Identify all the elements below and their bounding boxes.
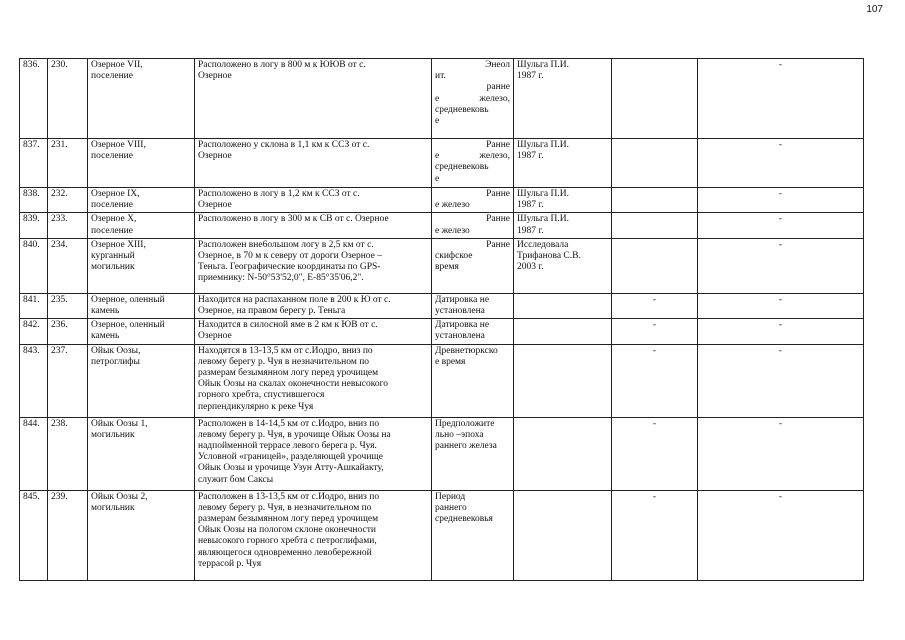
record-number: 838.	[23, 189, 40, 199]
dating-cell	[432, 139, 514, 188]
researcher-line: 1987 г.	[517, 225, 544, 236]
researcher-line: 1987 г.	[517, 71, 544, 82]
record-number-cell	[20, 213, 48, 238]
location-cell	[195, 490, 432, 580]
location-line: размерам безымянном логу перед урочищем	[198, 514, 379, 525]
location-line: Теньга. Географические координаты по GPS-	[198, 262, 381, 273]
remarks-value: -	[778, 214, 783, 225]
site-name-line: поселение	[91, 200, 133, 211]
location-line: Озерное	[198, 331, 232, 342]
site-name-line: Озерное X,	[91, 214, 137, 225]
researcher-cell	[514, 490, 612, 580]
site-name-line: поселение	[91, 151, 133, 162]
remarks-value: -	[778, 140, 783, 150]
researcher-cell	[514, 213, 612, 238]
local-number-cell	[48, 238, 88, 293]
dating-line: Ранне	[486, 189, 510, 199]
table-row	[20, 319, 864, 344]
location-cell	[195, 188, 432, 213]
location-cell	[195, 417, 432, 490]
location-line: перпендикулярно к реке Чуя	[198, 401, 314, 412]
remarks-cell	[698, 293, 864, 318]
site-name-cell	[88, 490, 195, 580]
record-number: 844.	[23, 418, 40, 429]
location-line: являющегося одновременно левобережной	[198, 547, 372, 558]
local-number: 236.	[51, 320, 68, 331]
record-number-cell	[20, 490, 48, 580]
record-number-cell	[20, 417, 48, 490]
site-name-line: поселение	[91, 71, 133, 82]
status-cell	[612, 293, 698, 318]
table-row	[20, 213, 864, 238]
site-name-cell	[88, 59, 195, 139]
site-name-cell	[88, 293, 195, 318]
dating-line: е железо	[435, 200, 470, 211]
researcher-line: Шульга П.И.	[517, 214, 569, 225]
location-cell	[195, 59, 432, 139]
remarks-value: -	[778, 345, 783, 356]
status-value: -	[652, 320, 657, 331]
location-cell	[195, 238, 432, 293]
status-cell	[612, 188, 698, 213]
site-name-line: Ойык Оозы 1,	[91, 418, 148, 429]
record-number-cell	[20, 344, 48, 417]
local-number: 232.	[51, 189, 68, 199]
location-cell	[195, 139, 432, 188]
location-cell	[195, 319, 432, 344]
dating-line: средневековь	[435, 104, 489, 115]
record-number-cell	[20, 293, 48, 318]
site-name-cell	[88, 238, 195, 293]
site-name-line: могильник	[91, 429, 135, 440]
remarks-cell	[698, 319, 864, 344]
monuments-table	[19, 58, 864, 581]
status-value: -	[652, 418, 657, 429]
remarks-value: -	[778, 320, 783, 331]
record-number-cell	[20, 59, 48, 139]
location-line: Ойык Оозы на пологом склоне оконечности	[198, 525, 376, 536]
record-number-cell	[20, 238, 48, 293]
dating-line: раннего железа	[435, 441, 497, 452]
researcher-line: Трифанова С.В.	[517, 251, 581, 262]
location-line: левому берегу р. Чуя, в урочище Ойык Оозы на	[198, 429, 391, 440]
location-line: Ойык Оозы на скалах оконечности невысокого	[198, 379, 388, 390]
remarks-value: -	[778, 418, 783, 429]
dating-line: Ранне	[486, 140, 510, 150]
table-row	[20, 139, 864, 188]
dating-line: Ранне	[486, 214, 510, 225]
dating-line: е железо,	[435, 151, 510, 162]
status-value: -	[652, 491, 657, 502]
location-line: левому берегу р. Чуя, в незначительном по	[198, 502, 372, 513]
location-line: надпойменной террасе левого берега р. Чуя.	[198, 441, 377, 452]
local-number: 231.	[51, 140, 68, 150]
site-name-line: петроглифы	[91, 356, 140, 367]
dating-line: Период	[435, 491, 466, 502]
location-line: Расположено в логу в 1,2 км к ССЗ от с.	[198, 189, 360, 199]
researcher-line: Шульга П.И.	[517, 140, 569, 150]
dating-line: раннего	[435, 502, 467, 513]
local-number-cell	[48, 319, 88, 344]
local-number-cell	[48, 293, 88, 318]
location-line: Условной «границей», разделяющей урочище	[198, 452, 383, 463]
remarks-cell	[698, 344, 864, 417]
local-number-cell	[48, 139, 88, 188]
researcher-line: 1987 г.	[517, 200, 544, 211]
status-cell	[612, 417, 698, 490]
site-name-line: курганный	[91, 251, 135, 262]
location-cell	[195, 344, 432, 417]
location-line: Озерное, на правом берегу р. Теньга	[198, 306, 346, 317]
dating-cell	[432, 417, 514, 490]
dating-line: установлена	[435, 306, 485, 317]
site-name-cell	[88, 213, 195, 238]
status-value: -	[652, 345, 657, 356]
local-number-cell	[48, 344, 88, 417]
site-name-cell	[88, 139, 195, 188]
site-name-cell	[88, 417, 195, 490]
dating-cell	[432, 344, 514, 417]
local-number-cell	[48, 417, 88, 490]
remarks-cell	[698, 417, 864, 490]
remarks-cell	[698, 490, 864, 580]
record-number-cell	[20, 319, 48, 344]
site-name-line: камень	[91, 331, 120, 342]
site-name-line: Озерное, оленный	[91, 294, 165, 305]
location-line: Озерное, в 70 м к северу от дороги Озерное –	[198, 251, 383, 262]
dating-cell	[432, 213, 514, 238]
remarks-cell	[698, 213, 864, 238]
dating-line: Датировка не	[435, 320, 490, 331]
site-name-line: Озерное VII,	[91, 60, 143, 70]
dating-line: е железо,	[435, 93, 510, 104]
dating-cell	[432, 238, 514, 293]
record-number: 843.	[23, 345, 40, 356]
researcher-cell	[514, 319, 612, 344]
location-line: левому берегу р. Чуя в незначительном по	[198, 356, 370, 367]
remarks-value: -	[778, 189, 783, 199]
remarks-cell	[698, 238, 864, 293]
location-line: Озерное	[198, 71, 232, 82]
location-line: Находятся в 13-13,5 км от с.Иодро, вниз по	[198, 345, 373, 356]
remarks-cell	[698, 139, 864, 188]
status-cell	[612, 59, 698, 139]
location-line: Озерное	[198, 200, 232, 211]
location-line: Ойык Оозы и урочище Узун Атту-Ашкайакту,	[198, 463, 384, 474]
researcher-line: 1987 г.	[517, 151, 544, 162]
record-number-cell	[20, 139, 48, 188]
table-row	[20, 59, 864, 139]
local-number: 233.	[51, 214, 68, 225]
record-number: 837.	[23, 140, 40, 150]
site-name-line: Ойык Оозы,	[91, 345, 141, 356]
site-name-line: Озерное XIII,	[91, 239, 146, 250]
dating-cell	[432, 319, 514, 344]
remarks-cell	[698, 188, 864, 213]
location-line: Расположено в логу в 800 м к ЮЮВ от с.	[198, 60, 366, 70]
status-cell	[612, 238, 698, 293]
site-name-cell	[88, 188, 195, 213]
site-name-line: Озерное IX,	[91, 189, 140, 199]
record-number: 840.	[23, 239, 40, 250]
site-name-line: могильник	[91, 262, 135, 273]
dating-cell	[432, 59, 514, 139]
dating-line: средневековья	[435, 514, 493, 525]
location-line: Расположено у склона в 1,1 км к ССЗ от с.	[198, 140, 370, 150]
site-name-line: Озерное VIII,	[91, 140, 146, 150]
local-number-cell	[48, 213, 88, 238]
researcher-cell	[514, 293, 612, 318]
location-line: Находится на распаханном поле в 200 к Ю от с.	[198, 294, 391, 305]
location-line: Расположен в 14-14,5 км от с.Иодро, вниз по	[198, 418, 380, 429]
record-number: 845.	[23, 491, 40, 502]
site-name-line: Ойык Оозы 2,	[91, 491, 148, 502]
table-row	[20, 188, 864, 213]
researcher-line: Шульга П.И.	[517, 189, 569, 199]
dating-line: ит.	[435, 71, 446, 82]
dating-line: Энеол	[485, 60, 510, 70]
local-number: 235.	[51, 294, 68, 305]
dating-line: установлена	[435, 331, 485, 342]
table-row	[20, 417, 864, 490]
site-name-line: могильник	[91, 502, 135, 513]
site-name-cell	[88, 344, 195, 417]
table-row	[20, 293, 864, 318]
local-number: 237.	[51, 345, 68, 356]
location-line: террасой р. Чуя	[198, 558, 262, 569]
dating-line: е железо	[435, 225, 470, 236]
dating-line: Датировка не	[435, 294, 490, 305]
remarks-cell	[698, 59, 864, 139]
status-cell	[612, 490, 698, 580]
table-row	[20, 238, 864, 293]
remarks-value: -	[778, 491, 783, 502]
remarks-value: -	[778, 294, 783, 305]
remarks-value: -	[778, 239, 783, 250]
local-number: 230.	[51, 60, 68, 70]
record-number: 839.	[23, 214, 40, 225]
location-line: горного хребта, спустившегося	[198, 390, 325, 401]
researcher-cell	[514, 139, 612, 188]
site-name-line: камень	[91, 306, 120, 317]
researcher-cell	[514, 344, 612, 417]
record-number: 841.	[23, 294, 40, 305]
dating-line: е время	[435, 356, 466, 367]
site-name-line: Озерное, оленный	[91, 320, 165, 331]
location-line: размерам безымянном логу перед урочищем	[198, 368, 379, 379]
local-number: 238.	[51, 418, 68, 429]
dating-line: е	[435, 116, 440, 127]
local-number-cell	[48, 188, 88, 213]
researcher-cell	[514, 238, 612, 293]
local-number: 234.	[51, 239, 68, 250]
page-number: 107	[866, 4, 883, 15]
dating-line: льно –эпоха	[435, 429, 484, 440]
dating-line: ранне	[486, 82, 510, 93]
status-cell	[612, 139, 698, 188]
dating-line: е	[435, 173, 440, 184]
local-number-cell	[48, 490, 88, 580]
location-line: Расположено в логу в 300 м к СВ от с. Озерное	[198, 214, 389, 225]
researcher-cell	[514, 188, 612, 213]
researcher-cell	[514, 417, 612, 490]
local-number-cell	[48, 59, 88, 139]
researcher-cell	[514, 59, 612, 139]
researcher-line: 2003 г.	[517, 262, 544, 273]
location-line: Расположен в 13-13,5 км от с.Иодро, вниз по	[198, 491, 380, 502]
location-line: невысокого горного хребта с петроглифами,	[198, 536, 377, 547]
remarks-value: -	[778, 60, 783, 70]
record-number-cell	[20, 188, 48, 213]
site-name-line: поселение	[91, 225, 133, 236]
status-cell	[612, 319, 698, 344]
location-line: служит бом Саксы	[198, 474, 274, 485]
dating-line: время	[435, 262, 459, 273]
researcher-line: Шульга П.И.	[517, 60, 569, 70]
dating-line: средневековь	[435, 162, 489, 173]
record-number: 836.	[23, 60, 40, 70]
dating-line: Предположите	[435, 418, 495, 429]
local-number: 239.	[51, 491, 68, 502]
location-line: Находится в силосной яме в 2 км к ЮВ от с.	[198, 320, 378, 331]
status-cell	[612, 344, 698, 417]
status-value: -	[652, 294, 657, 305]
location-line: Расположен вне6ольшом логу в 2,5 км от с.	[198, 239, 374, 250]
researcher-line: Исследовала	[517, 239, 569, 250]
dating-cell	[432, 490, 514, 580]
location-cell	[195, 293, 432, 318]
dating-line: Ранне	[486, 239, 510, 250]
table-row	[20, 344, 864, 417]
location-line: приемнику: N-50°53'52,0", Е-85°35'06,2".	[198, 273, 364, 284]
location-cell	[195, 213, 432, 238]
dating-line: скифское	[435, 251, 473, 262]
dating-line: Древнетюркско	[435, 345, 498, 356]
dating-cell	[432, 188, 514, 213]
status-cell	[612, 213, 698, 238]
site-name-cell	[88, 319, 195, 344]
table-row	[20, 490, 864, 580]
location-line: Озерное	[198, 151, 232, 162]
record-number: 842.	[23, 320, 40, 331]
dating-cell	[432, 293, 514, 318]
